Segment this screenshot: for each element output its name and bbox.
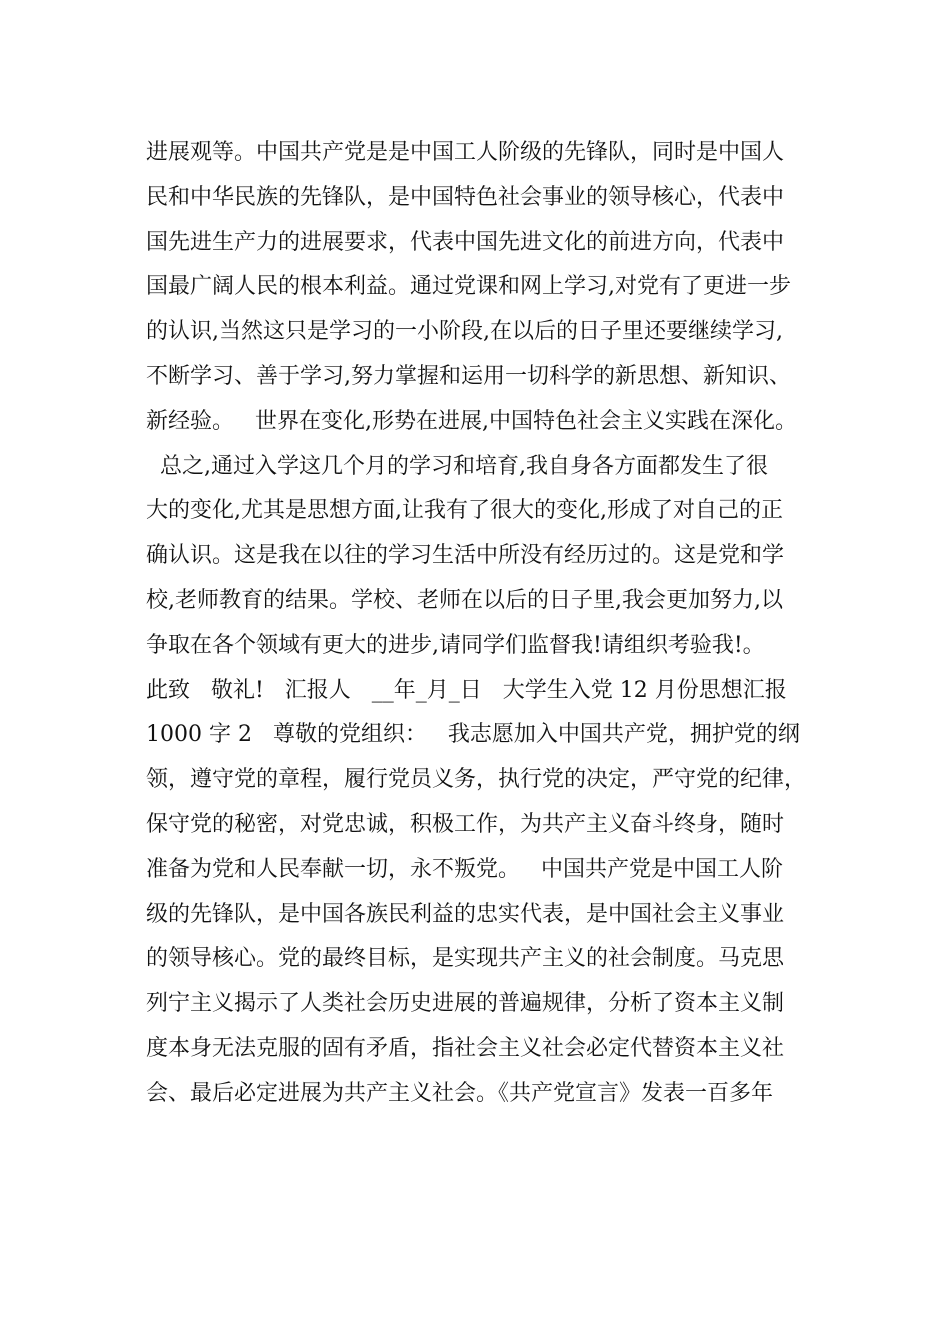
text-line: 此致 敬礼! 汇报人 __年_月_日 大学生入党 12 月份思想汇报: [146, 677, 787, 703]
text-line: 确认识。这是我在以往的学习生活中所没有经历过的。这是党和学: [146, 543, 785, 569]
text-line: 新经验。 世界在变化,形势在进展,中国特色社会主义实践在深化。: [146, 408, 797, 434]
text-line: 校,老师教育的结果。学校、老师在以后的日子里,我会更加努力,以: [146, 587, 783, 613]
text-line: 不断学习、善于学习,努力掌握和运用一切科学的新思想、新知识、: [146, 363, 791, 389]
text-line: 保守党的秘密，对党忠诚，积极工作，为共产主义奋斗终身，随时: [146, 811, 785, 837]
document-body: [146, 131, 836, 1117]
text-line: 领，遵守党的章程，履行党员义务，执行党的决定，严守党的纪律，: [146, 767, 807, 793]
text-line: 会、最后必定进展为共产主义社会。《共产党宣言》发表一百多年: [146, 1080, 774, 1106]
text-line: 大的变化,尤其是思想方面,让我有了很大的变化,形成了对自己的正: [146, 498, 783, 524]
text-line: 度本身无法克服的固有矛盾，指社会主义社会必定代替资本主义社: [146, 1035, 785, 1061]
text-line: 列宁主义揭示了人类社会历史进展的普遍规律，分析了资本主义制: [146, 991, 785, 1017]
text-line: 民和中华民族的先锋队，是中国特色社会事业的领导核心，代表中: [146, 184, 785, 210]
text-line: 国最广阔人民的根本利益。通过党课和网上学习,对党有了更进一步: [146, 274, 791, 300]
text-line: 的领导核心。党的最终目标，是实现共产主义的社会制度。马克思: [146, 946, 785, 972]
text-line: 进展观等。中国共产党是是中国工人阶级的先锋队，同时是中国人: [146, 140, 785, 165]
text-line: 1000 字 2 尊敬的党组织： 我志愿加入中国共产党，拥护党的纲: [146, 722, 800, 748]
text-line: 准备为党和人民奉献一切，永不叛党。 中国共产党是中国工人阶: [146, 856, 783, 882]
text-line: 级的先锋队，是中国各族民利益的忠实代表，是中国社会主义事业: [146, 901, 785, 927]
text-line: 的认识,当然这只是学习的一小阶段,在以后的日子里还要继续学习,: [146, 319, 783, 345]
text-line: 国先进生产力的进展要求，代表中国先进文化的前进方向，代表中: [146, 229, 785, 255]
text-line: 争取在各个领域有更大的进步,请同学们监督我!请组织考验我!。: [146, 632, 765, 658]
text-line: 总之,通过入学这几个月的学习和培育,我自身各方面都发生了很: [146, 453, 768, 479]
